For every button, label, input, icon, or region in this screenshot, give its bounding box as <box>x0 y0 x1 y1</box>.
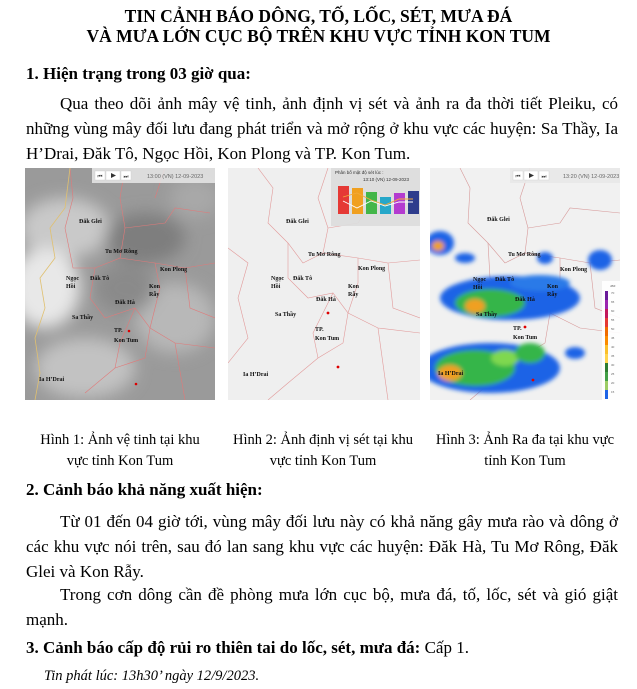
city-marker <box>128 330 131 333</box>
section2-text2: Trong cơn dông cần đề phòng mưa lớn cục bộ, mưa đá, tố, lốc, sét và gió giật mạnh. <box>26 585 618 629</box>
playback-controls <box>92 168 215 183</box>
map-label-kon-ray: Kon <box>547 284 559 290</box>
map-label-dak-ha: Đăk Hà <box>515 297 535 303</box>
map-label-dak-ha: Đăk Hà <box>115 300 135 306</box>
legend-color-swatch <box>605 354 608 363</box>
caption-line: Hình 2: Ảnh định vị sét tại khu <box>232 432 414 448</box>
legend-value-label: 30 <box>611 363 615 367</box>
legend-color-swatch <box>605 336 608 345</box>
caption-line: tỉnh Kon Tum <box>484 453 566 469</box>
legend-color-swatch <box>605 327 608 336</box>
map-label-dak-glei: Đăk Glei <box>79 219 102 225</box>
step-forward-icon: ⏭ <box>541 174 547 180</box>
timestamp-select[interactable]: 13:00 (VN) 12-09-2023 <box>147 174 204 180</box>
risk-level-value: Cấp 1. <box>420 638 469 657</box>
map-label-tp: TP. <box>315 327 324 333</box>
legend-value-label: 70 <box>611 291 615 295</box>
map-label-kon-ray: Kon <box>348 284 360 290</box>
map-label-tp: TP. <box>114 328 123 334</box>
city-marker <box>532 379 535 382</box>
figure-lightning-image <box>228 168 420 400</box>
radar-color-legend <box>602 281 620 400</box>
caption-line: vực tỉnh Kon Tum <box>66 453 174 469</box>
map-label-kon-plong: Kon Plong <box>160 267 188 273</box>
map-label-kon-plong: Kon Plong <box>358 266 386 272</box>
map-label-kon-ray-2: Rẫy <box>149 292 160 298</box>
map-label-tp: TP. <box>513 326 522 332</box>
map-label-sa-thay: Sa Thầy <box>275 312 297 318</box>
section2-text1: Từ 01 đến 04 giờ tới, vùng mây đối lưu này có khả năng gây mưa rào và dông ở các khu vực nói trên, sau đó lan sang khu vực các huyện: Đăk Hà, Tu Mơ Rông, Đăk Glei và Kon Rẫy. <box>26 512 618 581</box>
density-bar <box>352 188 363 214</box>
city-marker <box>327 312 330 315</box>
map-label-kon-ray-2: Rẫy <box>547 292 558 298</box>
city-marker <box>337 366 340 369</box>
map-label-dak-to: Đăk Tô <box>293 276 313 282</box>
map-label-sa-thay: Sa Thầy <box>476 312 498 318</box>
legend-value-label: 60 <box>611 309 615 313</box>
figure1-caption <box>25 430 215 472</box>
map-label-tu-mo-rong: Tu Mơ Rông <box>508 252 541 258</box>
section3-heading: 3. Cảnh báo cấp độ rủi ro thiên tai do lốc, sét, mưa đá: <box>26 638 421 657</box>
map-label-kon-tum: Kon Tum <box>114 338 139 344</box>
issued-time: Tin phát lúc: 13h30’ ngày 12/9/2023. <box>44 668 260 684</box>
legend-value-label: 25 <box>611 372 615 376</box>
timestamp-select[interactable]: 13:20 (VN) 12-09-2023 <box>563 174 620 180</box>
map-label-ngoc-hoi: Ngọc <box>271 276 284 282</box>
map-label-ia-hdrai: Ia H’Drai <box>39 377 65 383</box>
caption-line: vực tỉnh Kon Tum <box>269 453 377 469</box>
map-label-dak-glei: Đăk Glei <box>487 217 510 223</box>
map-label-kon-ray: Kon <box>149 284 161 290</box>
figure-satellite-image <box>25 168 215 400</box>
map-label-tu-mo-rong: Tu Mơ Rông <box>308 252 341 258</box>
legend-color-swatch <box>605 345 608 354</box>
map-label-ngoc-hoi-2: Hồi <box>271 284 281 290</box>
city-marker <box>135 383 138 386</box>
document-title-line1: TIN CẢNH BÁO DÔNG, TỐ, LỐC, SÉT, MƯA ĐÁ <box>124 6 513 26</box>
map-label-dak-ha: Đăk Hà <box>316 297 336 303</box>
map-label-dak-to: Đăk Tô <box>90 276 110 282</box>
legend-value-label: 20 <box>611 381 615 385</box>
legend-value-label: 35 <box>611 354 615 358</box>
legend-unit: dBZ <box>610 284 616 288</box>
lightning-density-panel <box>331 168 420 226</box>
section2-paragraph1 <box>26 509 618 584</box>
legend-color-swatch <box>605 291 608 300</box>
map-label-ia-hdrai: Ia H’Drai <box>438 371 464 377</box>
legend-value-label: 45 <box>611 336 615 340</box>
step-back-icon: ⏮ <box>97 174 103 180</box>
section1-heading: 1. Hiện trạng trong 03 giờ qua: <box>26 64 251 83</box>
city-marker <box>524 326 527 329</box>
section1-text: Qua theo dõi ảnh mây vệ tinh, ảnh định vị sét và ảnh ra đa thời tiết Pleiku, có những vùng mây đối lưu đang phát triển và mở rộng ở khu vực các huyện: Sa Thầy, Ia H’Drai, Đăk Tô, Ngọc Hồi, Kon Plong và TP. Kon Tum. <box>26 94 618 163</box>
map-label-dak-to: Đăk Tô <box>495 277 515 283</box>
map-label-ngoc-hoi: Ngọc <box>473 277 486 283</box>
legend-value-label: 15 <box>611 390 615 394</box>
legend-value-label: 50 <box>611 327 615 331</box>
map-label-kon-tum: Kon Tum <box>513 335 538 341</box>
legend-color-swatch <box>605 363 608 372</box>
section2-paragraph2 <box>26 582 618 632</box>
document-title-line2: VÀ MƯA LỚN CỤC BỘ TRÊN KHU VỰC TỈNH KON TUM <box>86 26 551 46</box>
legend-value-label: 65 <box>611 300 615 304</box>
map-label-dak-glei: Đăk Glei <box>286 219 309 225</box>
density-bar <box>394 193 405 214</box>
map-label-sa-thay: Sa Thầy <box>72 315 94 321</box>
map-label-ngoc-hoi-2: Hồi <box>473 285 483 291</box>
caption-line: Hình 1: Ảnh vệ tinh tại khu <box>40 432 200 448</box>
legend-color-swatch <box>605 300 608 309</box>
panel-timestamp-select[interactable]: 13:10 (VN) 12-09-2023 <box>363 177 410 182</box>
figure-radar-image <box>430 168 620 400</box>
map-label-tu-mo-rong: Tu Mơ Rông <box>105 249 138 255</box>
step-back-icon: ⏮ <box>515 174 521 180</box>
section1-paragraph <box>26 91 618 166</box>
map-label-ngoc-hoi: Ngọc <box>66 276 79 282</box>
density-bar <box>408 191 419 214</box>
section3 <box>26 638 469 658</box>
legend-color-swatch <box>605 390 608 399</box>
step-forward-icon: ⏭ <box>123 174 129 180</box>
section2-heading: 2. Cảnh báo khả năng xuất hiện: <box>26 480 263 499</box>
figure3-caption <box>425 430 625 472</box>
legend-value-label: 40 <box>611 345 615 349</box>
map-label-kon-plong: Kon Plong <box>560 267 588 273</box>
legend-color-swatch <box>605 309 608 318</box>
density-bar <box>338 186 349 214</box>
legend-color-swatch <box>605 381 608 390</box>
map-label-kon-ray-2: Rẫy <box>348 292 359 298</box>
figure2-caption <box>223 430 423 472</box>
caption-line: Hình 3: Ảnh Ra đa tại khu vực <box>435 432 615 448</box>
map-label-ia-hdrai: Ia H’Drai <box>243 372 269 378</box>
legend-color-swatch <box>605 318 608 327</box>
legend-value-label: 55 <box>611 318 615 322</box>
map-label-kon-tum: Kon Tum <box>315 336 340 342</box>
panel-title: Phân bố mật độ sét lúc : <box>335 170 384 175</box>
legend-color-swatch <box>605 372 608 381</box>
playback-controls <box>510 168 620 183</box>
map-label-ngoc-hoi-2: Hồi <box>66 284 76 290</box>
